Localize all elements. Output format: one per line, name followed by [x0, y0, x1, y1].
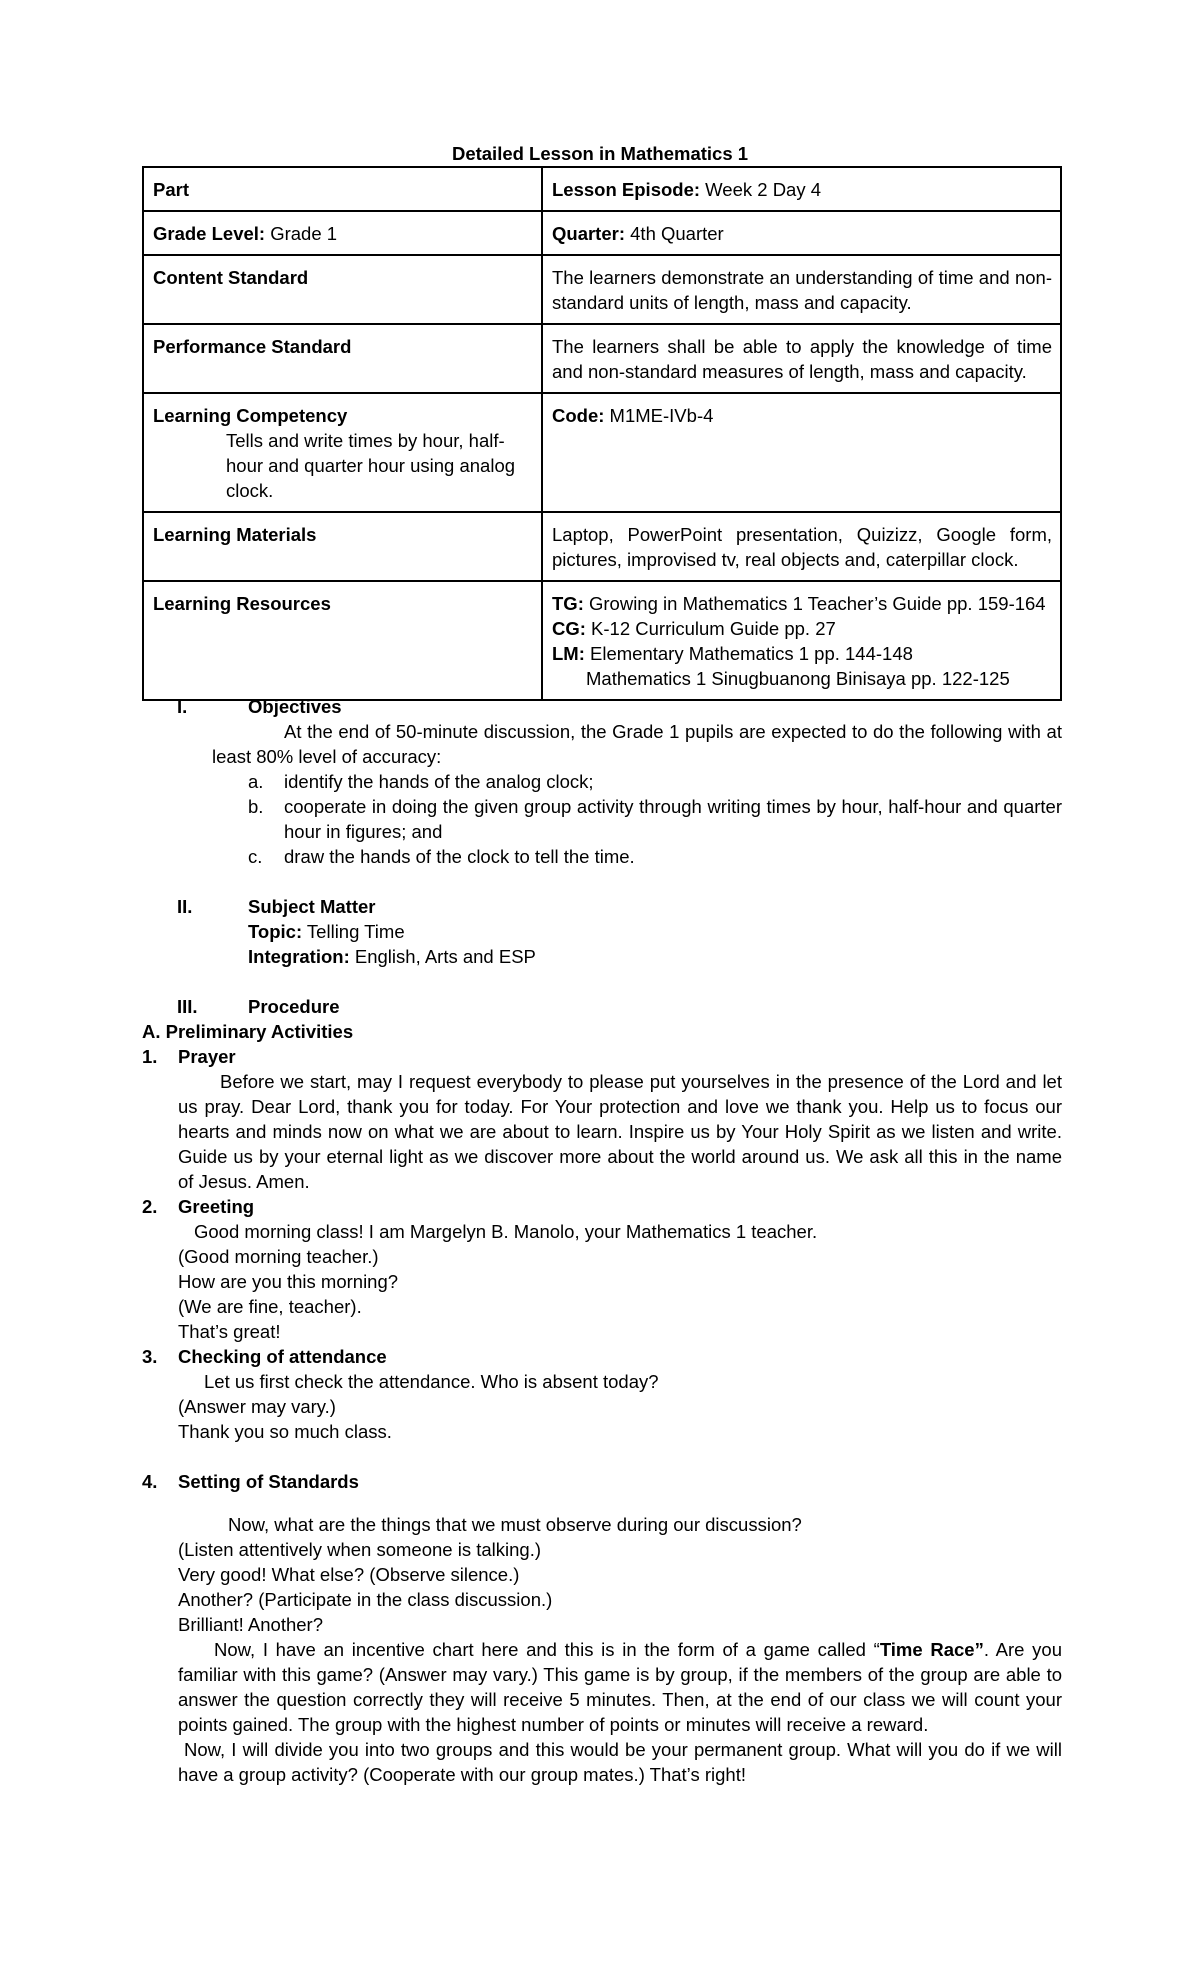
standards-lines: [178, 1512, 1062, 1787]
section-number: III.: [177, 996, 198, 1017]
section-subject-heading: [142, 894, 1062, 919]
item-title: Setting of Standards: [178, 1471, 359, 1492]
dialogue-line: (Answer may vary.): [178, 1396, 336, 1417]
list-marker: a.: [248, 771, 264, 792]
attendance-lines: [178, 1369, 1062, 1444]
lesson-body: [142, 694, 1062, 1787]
code-value: M1ME-IVb-4: [604, 405, 714, 426]
list-item: [248, 844, 1062, 869]
part-cell: [143, 167, 542, 211]
competency-value: Tells and write times by hour, half-hour and quarter hour using analog clock.: [226, 430, 516, 501]
list-item: [248, 769, 1062, 794]
integration-label: Integration:: [248, 946, 350, 967]
objectives-intro: At the end of 50-minute discussion, the Grade 1 pupils are expected to do the following with at least 80% level of accuracy:: [212, 721, 1062, 767]
dialogue-line: That’s great!: [178, 1321, 281, 1342]
item-title: Checking of attendance: [178, 1346, 387, 1367]
game-name: Time Race”: [879, 1639, 984, 1660]
topic-label: Topic:: [248, 921, 303, 942]
list-text: draw the hands of the clock to tell the time.: [284, 846, 635, 867]
item-number: 2.: [142, 1196, 158, 1217]
subject-topic: [142, 919, 1062, 944]
item-title: Greeting: [178, 1196, 255, 1217]
spacer: [142, 969, 1062, 994]
list-text: identify the hands of the analog clock;: [284, 771, 594, 792]
spacer: [142, 1444, 1062, 1469]
section-objectives-heading: [142, 694, 1062, 719]
greeting-lines: [178, 1219, 1062, 1344]
table-row: [143, 167, 1061, 211]
resource-lm-2: Mathematics 1 Sinugbuanong Binisaya pp. 122-125: [586, 668, 1010, 689]
tg-label: TG:: [552, 593, 584, 614]
dialogue-line: Now, what are the things that we must observe during our discussion?: [228, 1514, 802, 1535]
competency-label: Learning Competency: [153, 405, 348, 426]
dialogue-line: Another? (Participate in the class discussion.): [178, 1589, 553, 1610]
section-title: Procedure: [248, 996, 340, 1017]
section-procedure-heading: [142, 994, 1062, 1019]
lm-value: Elementary Mathematics 1 pp. 144-148: [584, 643, 913, 664]
objectives-list: [248, 769, 1062, 869]
cg-label: CG:: [552, 618, 586, 639]
lesson-info-table: [142, 166, 1062, 701]
document-title: Detailed Lesson in Mathematics 1: [451, 143, 749, 164]
dialogue-line: (Listen attentively when someone is talking.): [178, 1539, 541, 1560]
grade-label: Grade Level:: [153, 223, 266, 244]
spacer: [142, 1494, 1062, 1512]
quarter-label: Quarter:: [552, 223, 625, 244]
attendance-heading: [142, 1344, 1062, 1369]
dialogue-line: (We are fine, teacher).: [178, 1296, 362, 1317]
performance-standard-label: Performance Standard: [153, 336, 352, 357]
table-row: [143, 255, 1061, 324]
resources-cell: [542, 581, 1061, 700]
dialogue-line: Let us first check the attendance. Who is absent today?: [204, 1371, 659, 1392]
list-item: [248, 794, 1062, 844]
standards-paragraph-1: [178, 1637, 1062, 1737]
standards-heading: [142, 1469, 1062, 1494]
item-title: Prayer: [178, 1046, 236, 1067]
dialogue-line: How are you this morning?: [178, 1271, 399, 1292]
part-label: Part: [153, 179, 189, 200]
item-number: 1.: [142, 1046, 158, 1067]
lm-label: LM:: [552, 643, 585, 664]
section-number: I.: [177, 696, 188, 717]
dialogue-line: (Good morning teacher.): [178, 1246, 379, 1267]
section-number: II.: [177, 896, 193, 917]
dialogue-line: Brilliant! Another?: [178, 1614, 324, 1635]
table-row: [143, 393, 1061, 512]
spacer: [142, 869, 1062, 894]
item-number: 3.: [142, 1346, 158, 1367]
subject-integration: [142, 944, 1062, 969]
grade-value: Grade 1: [265, 223, 338, 244]
dialogue-line: Thank you so much class.: [178, 1421, 392, 1442]
list-marker: c.: [248, 846, 263, 867]
topic-value: Telling Time: [302, 921, 405, 942]
paragraph-text: . Are you familiar with this game? (Answer may vary.) This game is by group, if the members of the group are able to answer the question correctly they will receive 5 minutes. Then, at the end of our class we will count your points gained. The group with the highest number of points or minutes will receive a reward.: [178, 1639, 1062, 1735]
item-number: 4.: [142, 1471, 158, 1492]
performance-standard-label-cell: [143, 324, 542, 393]
content-standard-label: Content Standard: [153, 267, 309, 288]
resource-cg: [552, 616, 1052, 641]
episode-label: Lesson Episode:: [552, 179, 701, 200]
code-cell: [542, 393, 1061, 512]
standards-paragraph-2: Now, I will divide you into two groups and this would be your permanent group. What will you do if we will have a group activity? (Cooperate with our group mates.) That’s right!: [178, 1739, 1062, 1785]
code-label: Code:: [552, 405, 605, 426]
performance-standard-value: The learners shall be able to apply the knowledge of time and non-standard measures of length, mass and capacity.: [542, 324, 1061, 393]
preliminary-activities-heading: A. Preliminary Activities: [142, 1021, 354, 1042]
cg-value: K-12 Curriculum Guide pp. 27: [585, 618, 836, 639]
list-text: cooperate in doing the given group activity through writing times by hour, half-hour and quarter hour in figures; and: [284, 796, 1062, 842]
dialogue-line: Good morning class! I am Margelyn B. Manolo, your Mathematics 1 teacher.: [194, 1221, 818, 1242]
resource-tg: [552, 591, 1052, 616]
tg-value: Growing in Mathematics 1 Teacher’s Guide pp. 159-164: [583, 593, 1046, 614]
materials-label: Learning Materials: [153, 524, 317, 545]
dialogue-line: Very good! What else? (Observe silence.): [178, 1564, 520, 1585]
materials-label-cell: [143, 512, 542, 581]
table-row: [143, 581, 1061, 700]
competency-cell: [143, 393, 542, 512]
content-standard-label-cell: [143, 255, 542, 324]
section-title: Objectives: [248, 696, 342, 717]
quarter-value: 4th Quarter: [625, 223, 724, 244]
resources-label-cell: [143, 581, 542, 700]
materials-value: Laptop, PowerPoint presentation, Quizizz, Google form, pictures, improvised tv, real objects and, caterpillar clock.: [542, 512, 1061, 581]
greeting-heading: [142, 1194, 1062, 1219]
episode-cell: [542, 167, 1061, 211]
section-title: Subject Matter: [248, 896, 376, 917]
resources-label: Learning Resources: [153, 593, 331, 614]
episode-value: Week 2 Day 4: [700, 179, 822, 200]
grade-cell: [143, 211, 542, 255]
paragraph-text: Now, I have an incentive chart here and this is in the form of a game called “: [214, 1639, 880, 1660]
table-row: [143, 324, 1061, 393]
list-marker: b.: [248, 796, 264, 817]
integration-value: English, Arts and ESP: [349, 946, 536, 967]
prayer-text: Before we start, may I request everybody to please put yourselves in the presence of the Lord and let us pray. Dear Lord, thank you for today. For Your protection and love we thank you. Help us to focus our hearts and minds now on what we are about to learn. Inspire us by Your Holy Spirit as we listen and write. Guide us by your eternal light as we discover more about the world around us. We ask all this in the name of Jesus. Amen.: [178, 1071, 1062, 1192]
quarter-cell: [542, 211, 1061, 255]
resource-lm: [552, 641, 1052, 666]
content-standard-value: The learners demonstrate an understanding of time and non-standard units of length, mass and capacity.: [542, 255, 1061, 324]
table-row: [143, 512, 1061, 581]
table-row: [143, 211, 1061, 255]
prayer-heading: [142, 1044, 1062, 1069]
